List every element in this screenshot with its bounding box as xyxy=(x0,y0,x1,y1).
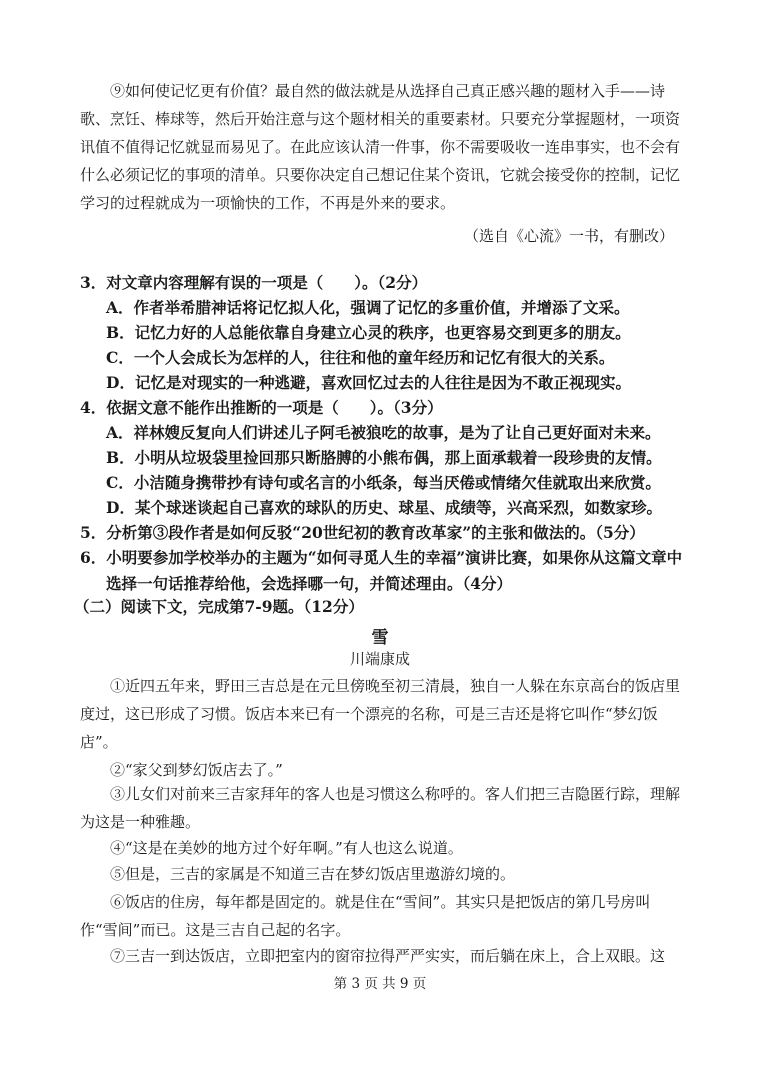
question-4-stem: 4．依据文意不能作出推断的一项是（ ）。（3分） xyxy=(80,398,443,417)
question-4-option-b: B．小明从垃圾袋里捡回那只断胳膊的小熊布偶，那上面承载着一段珍贵的友情。 xyxy=(106,448,662,467)
question-4-option-d: D．某个球迷谈起自己喜欢的球队的历史、球星、成绩等，兴高采烈，如数家珍。 xyxy=(106,498,662,517)
question-3-option-d: D．记忆是对现实的一种逃避，喜欢回忆过去的人往往是因为不敢正视现实。 xyxy=(106,373,631,392)
question-3-option-c: C．一个人会成长为怎样的人，往往和他的童年经历和记忆有很大的关系。 xyxy=(106,348,615,367)
passage-source: （选自《心流》一书，有删改） xyxy=(463,227,674,245)
question-3-stem: 3．对文章内容理解有误的一项是（ ）。（2分） xyxy=(80,273,428,292)
page-footer: 第 3 页 共 9 页 xyxy=(333,976,427,992)
article-paragraph-3: ③儿女们对前来三吉家拜年的客人也是习惯这么称呼的。客人们把三吉隐匿行踪，理解为这是一种雅趣。 xyxy=(80,785,681,831)
article-paragraph-4: ④“这是在美妙的地方过个好年啊。”有人也这么说道。 xyxy=(110,839,463,857)
section-2-heading: （二）阅读下文，完成第7-9题。（12分） xyxy=(74,597,364,616)
article-paragraph-2: ②“家父到梦幻饭店去了。” xyxy=(110,761,283,779)
question-3-option-a: A．作者举希腊神话将记忆拟人化，强调了记忆的多重价值，并增添了文采。 xyxy=(106,298,630,317)
passage-paragraph-9: ⑨如何使记忆更有价值？最自然的做法就是从选择自己真正感兴趣的题材入手——诗歌、烹饪、棒球等，然后开始注意与这个题材相关的重要素材。只要充分掌握题材，一项资讯值不值得记忆就显而易见了。在此应该认清一件事，你不需要吸收一连串事实，也不会有什么必须记忆的事项的清单。只要你决定自己想记住某个资讯，它就会接受你的控制，记忆学习的过程就成为一项愉快的工作，不再是外来的要求。 xyxy=(80,82,681,212)
question-6 xyxy=(80,545,686,597)
article-paragraph-7: ⑦三吉一到达饭店，立即把室内的窗帘拉得严严实实，而后躺在床上，合上双眼。这 xyxy=(110,947,666,965)
question-5: 5．分析第③段作者是如何反驳“20世纪初的教育改革家”的主张和做法的。（5分） xyxy=(80,523,645,542)
question-6-line-2: 选择一句话推荐给他，会选择哪一句，并简述理由。（4分） xyxy=(106,574,513,593)
article-paragraph-5: ⑤但是，三吉的家属是不知道三吉在梦幻饭店里遨游幻境的。 xyxy=(110,865,516,883)
article-title: 雪 xyxy=(371,628,389,648)
article-paragraph-6: ⑥饭店的住房，每年都是固定的。就是住在“雪间”。其实只是把饭店的第几号房叫作“雪间”而已。这是三吉自己起的名字。 xyxy=(80,893,651,939)
article-author: 川端康成 xyxy=(349,650,410,668)
question-4-option-a: A．祥林嫂反复向人们讲述儿子阿毛被狼吃的故事，是为了让自己更好面对未来。 xyxy=(106,423,661,442)
article-paragraph-1: ①近四五年来，野田三吉总是在元旦傍晚至初三清晨，独自一人躲在东京高台的饭店里度过，这已形成了习惯。饭店本来已有一个漂亮的名称，可是三吉还是将它叫作“梦幻饭店”。 xyxy=(80,677,681,751)
question-3-option-b: B．记忆力好的人总能依靠自身建立心灵的秩序，也更容易交到更多的朋友。 xyxy=(106,323,631,342)
question-6-line-1: 6．小明要参加学校举办的主题为“如何寻觅人生的幸福”演讲比赛，如果你从这篇文章中 xyxy=(80,548,683,567)
question-4-option-c: C．小洁随身携带抄有诗句或名言的小纸条，每当厌倦或情绪欠佳就取出来欣赏。 xyxy=(106,473,661,492)
